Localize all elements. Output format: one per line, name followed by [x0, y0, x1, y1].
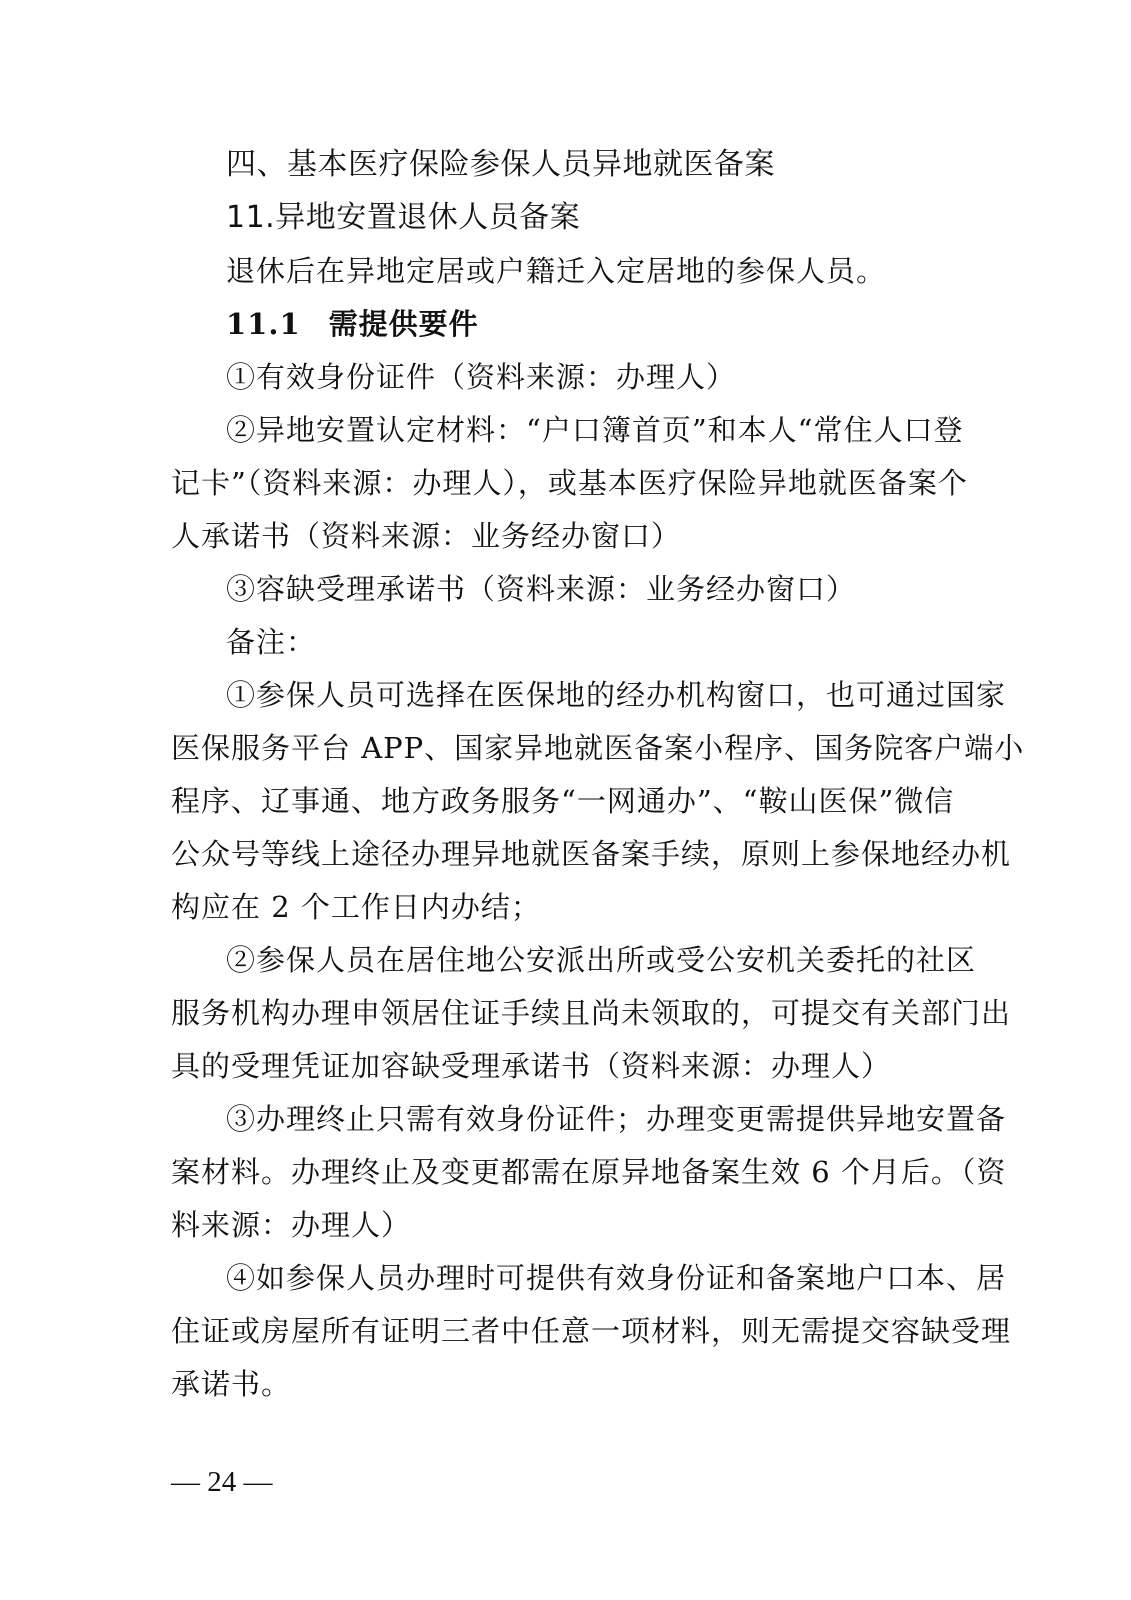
materials-heading	[226, 304, 966, 344]
materials-heading-number: 11.1	[226, 307, 301, 341]
item-heading: 11.异地安置退休人员备案	[226, 200, 581, 235]
remark-4-line-3: 承诺书。	[171, 1367, 292, 1401]
remark-2-line-3: 具的受理凭证加容缺受理承诺书（资料来源：办理人）	[171, 1049, 892, 1083]
material-item-2-line-2: 记卡”（资料来源：办理人），或基本医疗保险异地就医备案个	[171, 466, 968, 500]
material-item-2-line-3: 人承诺书（资料来源：业务经办窗口）	[171, 519, 682, 553]
section-heading: 四、基本医疗保险参保人员异地就医备案	[226, 147, 775, 182]
page-number: — 24 —	[171, 1466, 273, 1498]
remark-4-line-1: ④如参保人员办理时可提供有效身份证和备案地户口本、居	[226, 1261, 1007, 1295]
materials-heading-title: 需提供要件	[328, 307, 479, 341]
remark-2-line-2: 服务机构办理申领居住证手续且尚未领取的，可提交有关部门出	[171, 996, 1012, 1030]
remark-1-line-3: 程序、辽事通、地方政务服务“一网通办”、“鞍山医保”微信	[171, 784, 955, 818]
remark-2-line-1: ②参保人员在居住地公安派出所或受公安机关委托的社区	[226, 943, 977, 977]
remark-1-line-5: 构应在 2 个工作日内办结；	[171, 890, 541, 924]
material-item-2-line-1: ②异地安置认定材料：“户口簿首页”和本人“常住人口登	[226, 413, 964, 447]
material-item-3: ③容缺受理承诺书（资料来源：业务经办窗口）	[226, 572, 857, 606]
remark-4-line-2: 住证或房屋所有证明三者中任意一项材料，则无需提交容缺受理	[171, 1314, 1012, 1348]
remark-3-line-3: 料来源：办理人）	[171, 1208, 412, 1242]
remark-3-line-2: 案材料。办理终止及变更都需在原异地备案生效 6 个月后。（资	[171, 1155, 1007, 1189]
remark-1-line-2: 医保服务平台 APP、国家异地就医备案小程序、国务院客户端小	[171, 731, 1025, 765]
item-scope: 退休后在异地定居或户籍迁入定居地的参保人员。	[226, 254, 887, 288]
remark-1-line-1: ①参保人员可选择在医保地的经办机构窗口，也可通过国家	[226, 678, 1007, 712]
remark-1-line-4: 公众号等线上途径办理异地就医备案手续，原则上参保地经办机	[171, 837, 1012, 871]
remark-3-line-1: ③办理终止只需有效身份证件；办理变更需提供异地安置备	[226, 1102, 1007, 1136]
remarks-label: 备注：	[226, 625, 317, 659]
material-item-1: ①有效身份证件（资料来源：办理人）	[226, 360, 737, 394]
